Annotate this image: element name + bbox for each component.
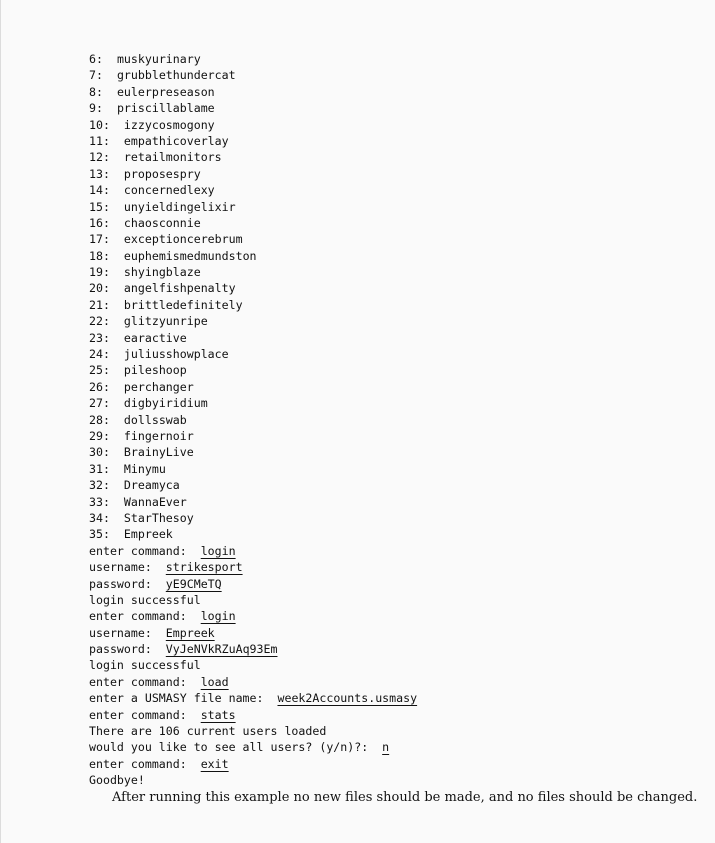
output-text: login successful: [89, 658, 201, 673]
user-number: 6:: [89, 52, 103, 66]
session-line: [89, 772, 689, 788]
prompt-text: enter command:: [89, 674, 187, 689]
username: BrainyLive: [123, 445, 194, 460]
user-number: 13:: [89, 166, 110, 181]
user-number: 29:: [89, 428, 110, 443]
user-number: 27:: [89, 396, 110, 411]
username: pileshoop: [123, 363, 187, 378]
list-item: [89, 117, 689, 133]
session-line: [89, 707, 689, 723]
username: grubblethundercat: [116, 68, 236, 83]
prompt-text: enter command:: [89, 756, 187, 771]
prompt-text: password:: [89, 576, 152, 591]
username: brittledefinitely: [123, 297, 243, 312]
username: Empreek: [123, 527, 173, 542]
username: concernedlexy: [123, 183, 215, 198]
user-input: strikesport: [165, 560, 243, 575]
username: unyieldingelixir: [123, 199, 236, 214]
user-number: 11:: [89, 133, 110, 148]
user-number: 14:: [89, 183, 110, 198]
user-input: exit: [200, 756, 229, 771]
user-input: yE9CMeTQ: [165, 576, 222, 591]
prompt-text: would you like to see all users? (y/n)?:: [89, 740, 369, 755]
list-item: [89, 199, 689, 215]
user-number: 9:: [89, 101, 103, 116]
user-number: 33:: [89, 494, 110, 509]
list-item: [89, 264, 689, 280]
username: izzycosmogony: [123, 117, 215, 132]
session-line: [89, 559, 689, 575]
user-input: week2Accounts.usmasy: [277, 691, 418, 706]
list-item: [89, 313, 689, 329]
prompt-text: enter command:: [89, 707, 187, 722]
session-line: [89, 674, 689, 690]
username: juliusshowplace: [123, 347, 229, 362]
username: WannaEver: [123, 494, 187, 509]
list-item: [89, 395, 689, 411]
user-number: 34:: [89, 510, 110, 525]
user-number: 21:: [89, 297, 110, 312]
user-input: load: [200, 674, 229, 689]
user-input: login: [200, 543, 236, 558]
user-number: 32:: [89, 478, 110, 493]
list-item: [89, 412, 689, 428]
session-line: [89, 690, 689, 706]
list-item: [89, 182, 689, 198]
list-item: [89, 297, 689, 313]
list-item: [89, 133, 689, 149]
list-item: [89, 526, 689, 542]
username: chaosconnie: [123, 215, 201, 230]
output-text: There are 106 current users loaded: [89, 724, 327, 739]
user-number: 23:: [89, 330, 110, 345]
list-item: [89, 444, 689, 460]
username: empathicoverlay: [123, 133, 229, 148]
user-number: 24:: [89, 347, 110, 362]
list-item: [89, 100, 689, 116]
prompt-text: enter command:: [89, 609, 187, 624]
user-number: 15:: [89, 199, 110, 214]
session-line: [89, 641, 689, 657]
username: retailmonitors: [123, 150, 222, 165]
username: Dreamyca: [123, 478, 180, 493]
user-number: 25:: [89, 363, 110, 378]
user-number: 19:: [89, 265, 110, 280]
username: dollsswab: [123, 412, 187, 427]
list-item: [89, 166, 689, 182]
user-number: 8:: [89, 84, 103, 99]
username: euphemismedmundston: [123, 248, 257, 263]
username: priscillablame: [116, 101, 215, 116]
prompt-text: username:: [89, 625, 152, 640]
prompt-text: enter a USMASY file name:: [89, 691, 264, 706]
username: muskyurinary: [116, 52, 201, 66]
list-item: [89, 51, 689, 67]
list-item: [89, 461, 689, 477]
list-item: [89, 149, 689, 165]
session-line: [89, 592, 689, 608]
username: glitzyunripe: [123, 314, 208, 329]
command-session: [89, 543, 689, 789]
user-number: 18:: [89, 248, 110, 263]
list-item: [89, 428, 689, 444]
prompt-text: password:: [89, 642, 152, 657]
list-item: [89, 67, 689, 83]
user-number: 17:: [89, 232, 110, 247]
username: shyingblaze: [123, 265, 201, 280]
user-number: 28:: [89, 412, 110, 427]
list-item: [89, 84, 689, 100]
user-number: 7:: [89, 68, 103, 83]
terminal-transcript: [89, 51, 689, 789]
list-item: [89, 510, 689, 526]
session-line: [89, 657, 689, 673]
explanatory-note: After running this example no new files should be made, and no files should be changed.: [112, 790, 698, 805]
user-list: [89, 51, 689, 543]
session-line: [89, 739, 689, 755]
list-item: [89, 346, 689, 362]
list-item: [89, 280, 689, 296]
user-number: 20:: [89, 281, 110, 296]
list-item: [89, 231, 689, 247]
username: fingernoir: [123, 428, 194, 443]
user-input: n: [382, 740, 390, 755]
user-number: 26:: [89, 379, 110, 394]
user-number: 30:: [89, 445, 110, 460]
session-line: [89, 756, 689, 772]
session-line: [89, 723, 689, 739]
username: StarThesoy: [123, 510, 194, 525]
username: digbyiridium: [123, 396, 208, 411]
list-item: [89, 494, 689, 510]
session-line: [89, 625, 689, 641]
session-line: [89, 608, 689, 624]
user-input: login: [200, 609, 236, 624]
user-number: 10:: [89, 117, 110, 132]
session-line: [89, 543, 689, 559]
user-number: 16:: [89, 215, 110, 230]
list-item: [89, 477, 689, 493]
user-number: 31:: [89, 461, 110, 476]
list-item: [89, 215, 689, 231]
username: exceptioncerebrum: [123, 232, 243, 247]
user-number: 22:: [89, 314, 110, 329]
output-text: Goodbye!: [89, 773, 145, 788]
username: eulerpreseason: [116, 84, 215, 99]
list-item: [89, 330, 689, 346]
prompt-text: username:: [89, 560, 152, 575]
list-item: [89, 362, 689, 378]
output-text: login successful: [89, 592, 201, 607]
user-input: stats: [200, 707, 236, 722]
username: earactive: [123, 330, 187, 345]
user-number: 12:: [89, 150, 110, 165]
username: proposespry: [123, 166, 201, 181]
username: angelfishpenalty: [123, 281, 236, 296]
page-edge: [0, 0, 1, 843]
session-line: [89, 576, 689, 592]
user-input: VyJeNVkRZuAq93Em: [165, 642, 278, 657]
list-item: [89, 248, 689, 264]
user-input: Empreek: [165, 625, 215, 640]
list-item: [89, 379, 689, 395]
username: Minymu: [123, 461, 166, 476]
prompt-text: enter command:: [89, 543, 187, 558]
username: perchanger: [123, 379, 194, 394]
user-number: 35:: [89, 527, 110, 542]
